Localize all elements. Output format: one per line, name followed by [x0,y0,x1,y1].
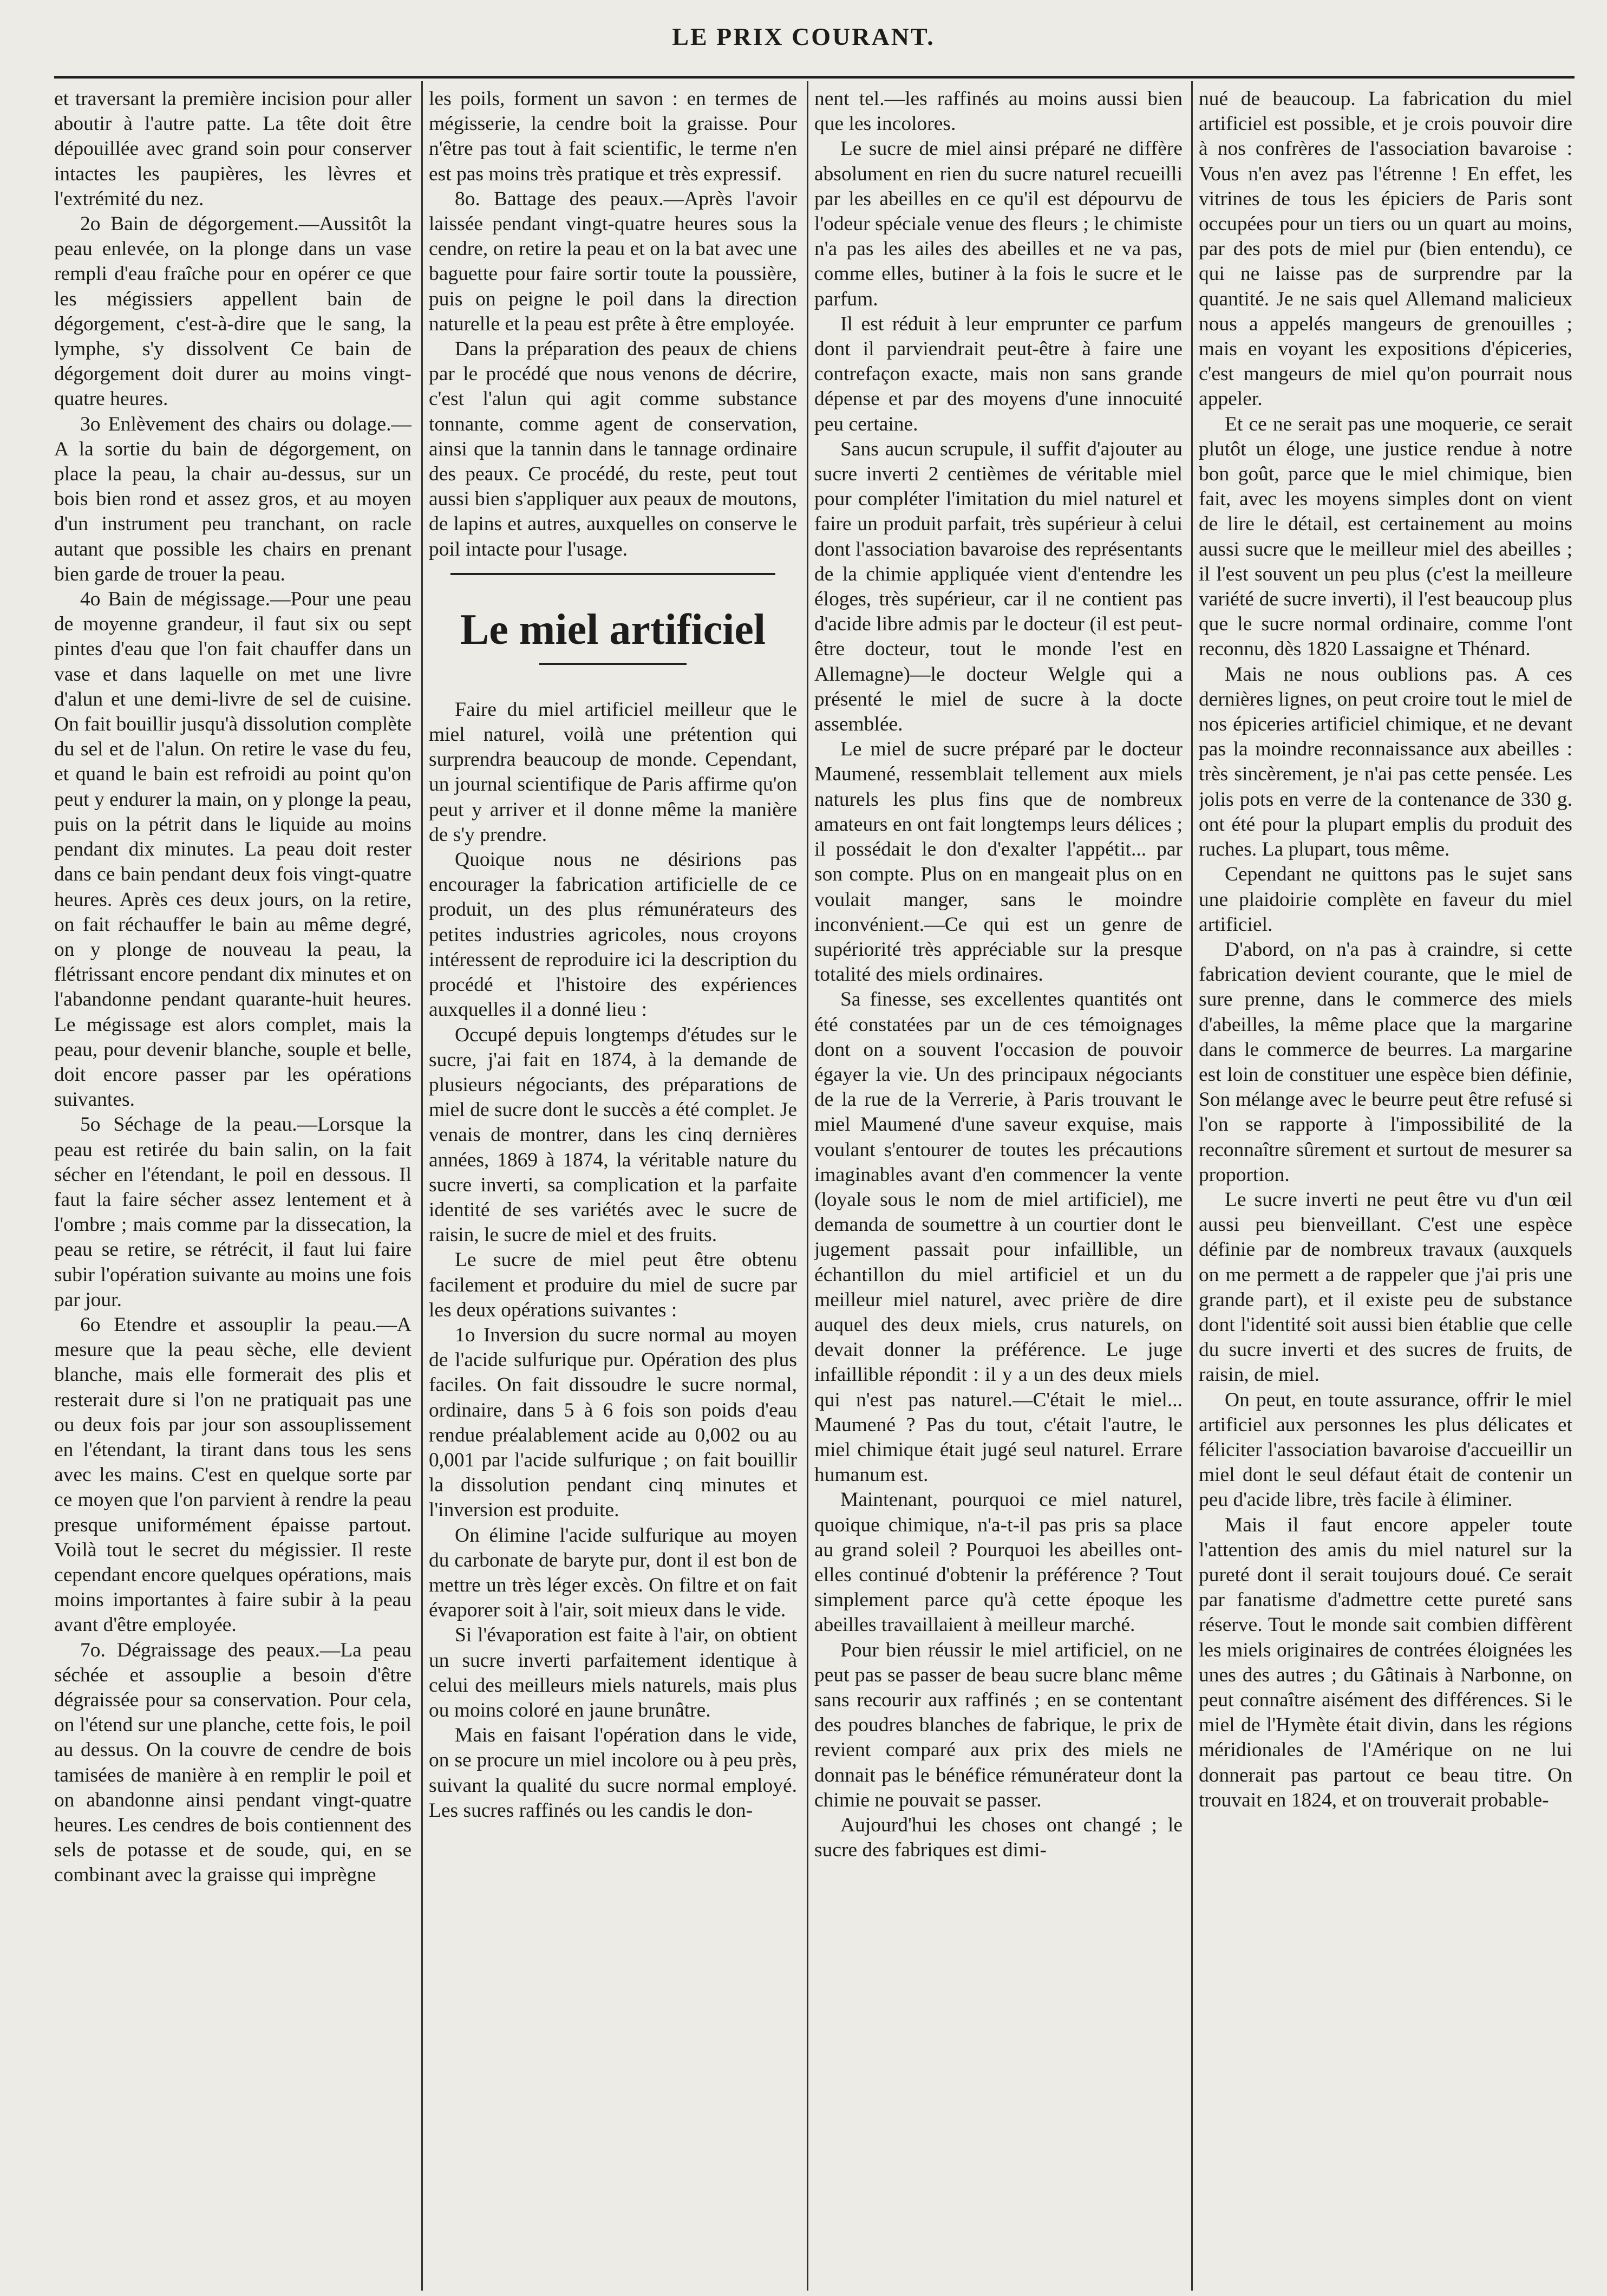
paragraph: Faire du miel artificiel meilleur que le miel naturel, voilà une prétention qui surprendra beaucoup de monde. Cependant, un journal scientifique de Paris affirme qu'on peut y arriver et il donne même la manière de s'y prendre. [429,698,797,846]
column-divider [807,81,808,2291]
column-3 [814,87,1183,2285]
paragraph: Quoique nous ne désirions pas encourager la fabrication artificielle de ce produit, un des plus rémunérateurs des petites industries agricoles, nous croyons intéressent de reproduire ici la description du procédé et l'histoire des expériences auxquelles il a donné lieu : [429,849,797,1021]
column-4 [1199,87,1572,2285]
paragraph: Le sucre inverti ne peut être vu d'un œil aussi peu bienveillant. C'est une espèce définie par de nombreux travaux (auxquels on me permett a de rappeler que j'ai pris une grande part), et il existe peu de substance dont l'identité soit aussi bien établie que celle du sucre inverti et des sucres de fruits, de raisin, de miel. [1199,1188,1572,1386]
article-title: Le miel artificiel [460,605,766,654]
paragraph: Mais il faut encore appeler toute l'attention des amis du miel naturel sur la pureté dont il serait toujours doué. Ce serait par fanatisme d'admettre cette pureté sans réserve. Tout le monde sait combien diffèrent les miels originaires de contrées éloignées les unes des autres ; du Gâtinais à Narbonne, on peut connaître aisément des différences. Si le miel de l'Hymète était divin, dans les régions méridionales de l'Amérique on ne lui donnerait pas partout ce beau titre. On trouvait en 1824, et on trouverait probable- [1199,1514,1572,1811]
paragraph: On élimine l'acide sulfurique au moyen du carbonate de baryte pur, dont il est bon de mettre un très léger excès. On filtre et on fait évaporer soit à l'air, soit mieux dans le vide. [429,1524,797,1622]
column-1 [54,87,411,2285]
paragraph: 7o. Dégraissage des peaux.—La peau séchée et assouplie a besoin d'être dégraissée pour sa conservation. Pour cela, on l'étend sur une planche, cette fois, le poil au dessus. On la couvre de cendre de bois tamisées de manière à en remplir le poil et on abandonne ainsi pendant vingt-quatre heures. Les cendres de bois contiennent des sels de potasse et de soude, qui, en se combinant avec la graisse qui imprègne [54,1639,411,1887]
paragraph: 5o Séchage de la peau.—Lorsque la peau est retirée du bain salin, on la fait sécher en l'étendant, le poil en dessous. Il faut la faire sécher assez lentement et à l'ombre ; mais comme par la dissecation, la peau se retire, se rétrécit, il faut lui faire subir l'opération suivante au moins une fois par jour. [54,1113,411,1311]
column-divider [421,81,423,2291]
paragraph: Le sucre de miel ainsi préparé ne diffère absolument en rien du sucre naturel recueilli par les abeilles en ce qu'il est dépourvu de l'odeur spéciale venue des fleurs ; le chimiste n'a pas les ailes des abeilles et ne va pas, comme elles, butiner à la fois le sucre et le parfum. [814,138,1183,310]
paragraph: Sa finesse, ses excellentes quantités ont été constatées par un de ces témoignages dont on a souvent l'occasion de pouvoir égayer la vie. Un des principaux négociants de la rue de la Verrerie, à Paris trouvant le miel Maumené d'une saveur exquise, mais voulant s'entourer de toutes les précautions imaginables avant d'en commencer la vente (loyale sous le nom de miel artificiel), me demanda de soumettre à un courtier dont le jugement passait pour infaillible, un échantillon du miel artificiel et un du meilleur miel naturel, avec prière de dire auquel des deux miels, crus naturels, on devait donner la préférence. Le juge infaillible répondit : il y a un des deux miels qui n'est pas naturel.—C'était le miel... Maumené ? Pas du tout, c'était l'autre, le miel chimique était jugé seul naturel. Errare humanum est. [814,988,1183,1486]
paragraph: D'abord, on n'a pas à craindre, si cette fabrication devient courante, que le miel de sure prenne, dans le commerce des miels d'abeilles, la même place que la margarine dans le commerce de beurres. La margarine est loin de constituer une espèce bien définie, Son mélange avec le beurre peut être refusé si l'on se rapporte à l'impossibilité de la reconnaître sûrement et surtout de mesurer sa proportion. [1199,938,1572,1186]
paragraph: Maintenant, pourquoi ce miel naturel, quoique chimique, n'a-t-il pas pris sa place au grand soleil ? Pourquoi les abeilles ont-elles continué d'obtenir la préférence ? Tout simplement parce qu'à cette époque les abeilles travaillaient à meilleur marché. [814,1489,1183,1636]
paragraph: 4o Bain de mégissage.—Pour une peau de moyenne grandeur, il faut six ou sept pintes d'eau que l'on fait chauffer dans un vase et dans laquelle on met une livre d'alun et une demi-livre de sel de cuisine. On fait bouillir jusqu'à dissolution complète du sel et de l'alun. On retire le vase du feu, et quand le bain est refroidi au point qu'on peut y endurer la main, on y plonge la peau, puis on la pétrit dans le liquide au moins pendant dix minutes. La peau doit rester dans ce bain pendant deux fois vingt-quatre heures. Après ces deux jours, on la retire, on fait réchauffer le bain au même degré, on y plonge de nouveau la peau, la flétrissant encore pendant dix minutes et on l'abandonne pendant quarante-huit heures. Le mégissage est alors complet, mais la peau, pour devenir blanche, souple et belle, doit encore passer par les opérations suivantes. [54,588,411,1111]
page-header [0,11,1607,63]
paragraph: Pour bien réussir le miel artificiel, on ne peut pas se passer de beau sucre blanc même sans recourir aux raffinés ; en se contentant des poudres blanches de fabrique, le prix de revient comparé aux prix des miels ne donnait pas le bénéfice rémunérateur dont la chimie ne pouvait se passer. [814,1639,1183,1811]
newspaper-title: LE PRIX COURANT. [672,23,935,50]
paragraph: et traversant la première incision pour aller aboutir à l'autre patte. La tête doit être dépouillée avec grand soin pour conserver intactes les paupières, les lèvres et l'extrémité du nez. [54,88,411,210]
paragraph: Sans aucun scrupule, il suffit d'ajouter au sucre inverti 2 centièmes de véritable miel pour compléter l'imitation du miel naturel et faire un produit parfait, très supérieur à celui dont l'association bavaroise des représentants de la chimie appliquée vient d'entendre les éloges, très supérieur, car il ne contient pas d'acide libre admis par le docteur (il est peut-être docteur, tout le monde l'est en Allemagne)—le docteur Welgle qui a présenté le miel de sucre à la docte assemblée. [814,438,1183,736]
paragraph: nent tel.—les raffinés au moins aussi bien que les incolores. [814,88,1183,135]
paragraph: Il est réduit à leur emprunter ce parfum dont il parviendrait peut-être à faire une contrefaçon exacte, mais non sans grande dépense et par des moyens d'une innocuité peu certaine. [814,312,1183,435]
paragraph: Cependant ne quittons pas le sujet sans une plaidoirie complète en faveur du miel artificiel. [1199,863,1572,936]
paragraph: 8o. Battage des peaux.—Après l'avoir laissée pendant vingt-quatre heures sous la cendre, on retire la peau et on la bat avec une baguette pour faire sortir toute la poussière, puis on peigne le poil dans la direction naturelle et la peau est prête à être employée. [429,187,797,335]
column-2 [429,87,797,2285]
paragraph: Mais ne nous oublions pas. A ces dernières lignes, on peut croire tout le miel de nos épiceries artificiel chimique, et ne devant pas la moindre reconnaissance aux abeilles : très sincèrement, je n'ai pas cette pensée. Les jolis pots en verre de la contenance de 330 g. ont été pour la plupart emplis du produit des ruches. La plupart, tous même. [1199,663,1572,861]
paragraph: On peut, en toute assurance, offrir le miel artificiel aux personnes les plus délicates et féliciter l'association bavaroise d'accueillir un miel dont le seul défaut était de contenir un peu d'acide libre, très facile à éliminer. [1199,1388,1572,1511]
article-separator-rule [450,573,775,575]
paragraph: nué de beaucoup. La fabrication du miel artificiel est possible, et je crois pouvoir dire à nos confrères de l'association bavaroise : Vous n'en avez pas l'étrenne ! En effet, les vitrines de tous les épiciers de Paris sont occupées pour un tiers ou un quart au moins, par des pots de miel pur (bien entendu), ce qui ne laisse pas de surprendre par la quantité. Je ne sais quel Allemand malicieux nous a appelés mangeurs de grenouilles ; mais en voyant les expositions d'épiceries, c'est mangeurs de miel qu'on pourrait nous appeler. [1199,88,1572,410]
paragraph: Mais en faisant l'opération dans le vide, on se procure un miel incolore ou à peu près, suivant la qualité du sucre normal employé. Les sucres raffinés ou les candis le don- [429,1724,797,1822]
header-rule [54,76,1575,79]
paragraph: 2o Bain de dégorgement.—Aussitôt la peau enlevée, on la plonge dans un vase rempli d'eau fraîche pour en opérer ce que les mégissiers appellent bain de dégorgement, c'est-à-dire que le sang, la lymphe, s'y dissolvent Ce bain de dégorgement doit durer au moins vingt-quatre heures. [54,213,411,410]
paragraph: Aujourd'hui les choses ont changé ; le sucre des fabriques est dimi- [814,1814,1183,1862]
paragraph: Occupé depuis longtemps d'études sur le sucre, j'ai fait en 1874, à la demande de plusieurs négociants, des préparations de miel de sucre dont le succès a été complet. Je venais de montrer, dans les cinq dernières années, 1869 à 1874, la véritable nature du sucre inverti, sa complication et la parfaite identité de ses variétés avec le sucre de raisin, le sucre de miel et des fruits. [429,1023,797,1247]
paragraph: les poils, forment un savon : en termes de mégisserie, la cendre boit la graisse. Pour n'être pas tout à fait scientific, le terme n'en est pas moins très pratique et très expressif. [429,88,797,185]
paragraph: 3o Enlèvement des chairs ou dolage.—A la sortie du bain de dégorgement, on place la peau, la chair au-dessus, sur un bois bien rond et assez gros, et au moyen d'un instrument peu tranchant, on racle autant que possible les chairs en prenant bien garde de trouer la peau. [54,413,411,585]
paragraph: Le sucre de miel peut être obtenu facilement et produire du miel de sucre par les deux opérations suivantes : [429,1249,797,1321]
column-divider [1191,81,1193,2291]
title-underline [539,663,687,665]
paragraph: Si l'évaporation est faite à l'air, on obtient un sucre inverti parfaitement identique à celui des meilleurs miels naturels, mais plus ou moins coloré en jaune brunâtre. [429,1624,797,1721]
paragraph: Et ce ne serait pas une moquerie, ce serait plutôt un éloge, une justice rendue à notre bon goût, parce que le miel chimique, bien fait, avec les moyens simples dont on vient de lire le détail, est certainement au moins aussi sucre que le meilleur miel des abeilles ; il l'est souvent un peu plus (c'est la meilleure variété de sucre inverti), il l'est beaucoup plus que le sucre normal ordinaire, comme l'ont reconnu, dès 1820 Lassaigne et Thénard. [1199,413,1572,661]
paragraph: Le miel de sucre préparé par le docteur Maumené, ressemblait tellement aux miels naturels les plus fins que de nombreux amateurs en ont fait longtemps leurs délices ; il possédait le don d'exalter l'appétit... par son compte. Plus on en mangeait plus on en voulait manger, sans le moindre inconvénient.—Ce qui est un genre de supériorité très appréciable sur la presque totalité des miels ordinaires. [814,738,1183,986]
paragraph: 1o Inversion du sucre normal au moyen de l'acide sulfurique pur. Opération des plus faciles. On fait dissoudre le sucre normal, ordinaire, dans 5 à 6 fois son poids d'eau rendue préalablement acide au 0,002 ou au 0,001 par l'acide sulfurique ; on fait bouillir la dissolution pendant cinq minutes et l'inversion est produite. [429,1323,797,1522]
paragraph: 6o Etendre et assouplir la peau.—A mesure que la peau sèche, elle devient blanche, mais elle formerait des plis et resterait dure si l'on ne pratiquait pas une ou deux fois par jour son assouplissement en l'étendant, la tirant dans tous les sens avec les mains. C'est en quelque sorte par ce moyen que l'on parvient à rendre la peau presque uniformément épaisse partout. Voilà tout le secret du mégissier. Il reste cependant encore quelques opérations, mais moins importantes à faire subir à la peau avant d'être employée. [54,1313,411,1636]
paragraph: Dans la préparation des peaux de chiens par le procédé que nous venons de décrire, c'est l'alun qui agit comme substance tonnante, comme agent de conservation, ainsi que la tannin dans le tannage ordinaire des peaux. Ce procédé, du reste, peut tout aussi bien s'appliquer aux peaux de moutons, de lapins et autres, auxquelles on conserve le poil intacte pour l'usage. [429,338,797,560]
